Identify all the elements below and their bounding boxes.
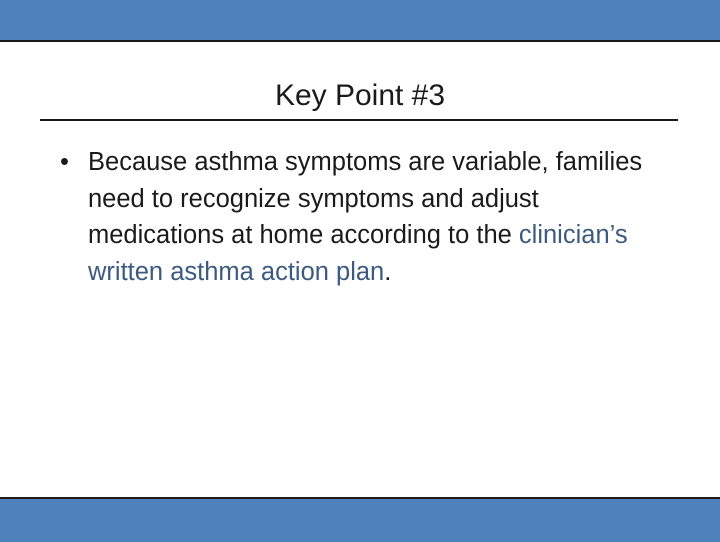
bullet-text-before: Because asthma symptoms are variable, families need to recognize symptoms and adjust medications at home according to the: [88, 148, 643, 249]
bullet-text-after: .: [384, 257, 392, 286]
slide-title: Key Point #3: [274, 79, 446, 112]
bullet-item: [60, 144, 680, 290]
bullet-highlight-text: clinician’s written asthma action plan: [88, 221, 628, 286]
bullet-list: [60, 144, 680, 290]
top-band: [0, 0, 720, 42]
bullet-icon: •: [60, 148, 69, 176]
title-divider: [40, 119, 678, 121]
bottom-band: [0, 497, 720, 542]
